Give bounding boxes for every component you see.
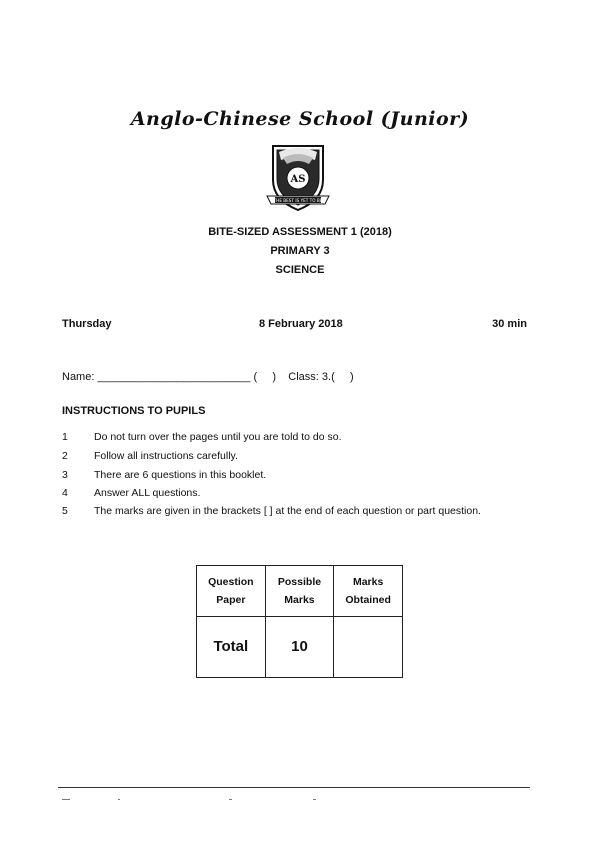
marks-table	[196, 565, 403, 678]
total-label: Total	[197, 617, 266, 678]
instruction-number: 1	[62, 431, 68, 443]
svg-text:THE BEST IS YET TO BE: THE BEST IS YET TO BE	[273, 198, 323, 203]
svg-text:AS: AS	[290, 174, 306, 185]
school-name: Anglo-Chinese School (Junior)	[130, 108, 470, 130]
instruction-number: 2	[62, 450, 68, 462]
name-class-line: Name: _________________________ ( ) Class: 3.( )	[62, 371, 354, 383]
marks-table-header-row	[197, 566, 403, 617]
instruction-number: 5	[62, 505, 68, 517]
instruction-text: The marks are given in the brackets [ ] at the end of each question or part question.	[94, 505, 481, 517]
instruction-text: Answer ALL questions.	[94, 487, 201, 499]
instruction-number: 3	[62, 469, 68, 481]
scan-mark	[118, 799, 120, 800]
header-possible-marks: Possible Marks	[265, 566, 334, 617]
scan-mark	[313, 799, 316, 800]
scan-mark	[62, 799, 70, 800]
school-crest-logo	[263, 140, 333, 216]
instruction-text: Follow all instructions carefully.	[94, 450, 238, 462]
instruction-text: Do not turn over the pages until you are told to do so.	[94, 431, 342, 443]
assessment-level: PRIMARY 3	[270, 245, 330, 257]
footer-rule	[58, 787, 530, 788]
marks-table-total-row	[197, 617, 403, 678]
header-question-paper: Question Paper	[197, 566, 266, 617]
exam-date: 8 February 2018	[259, 318, 343, 330]
marks-obtained-value	[334, 617, 403, 678]
assessment-title: BITE-SIZED ASSESSMENT 1 (2018)	[208, 226, 392, 238]
instruction-text: There are 6 questions in this booklet.	[94, 469, 267, 481]
exam-day: Thursday	[62, 318, 112, 330]
possible-marks-value: 10	[265, 617, 334, 678]
assessment-subject: SCIENCE	[275, 264, 325, 276]
scan-mark	[229, 799, 232, 800]
exam-duration: 30 min	[492, 318, 527, 330]
instructions-title: INSTRUCTIONS TO PUPILS	[62, 405, 206, 417]
header-marks-obtained: Marks Obtained	[334, 566, 403, 617]
instruction-number: 4	[62, 487, 68, 499]
